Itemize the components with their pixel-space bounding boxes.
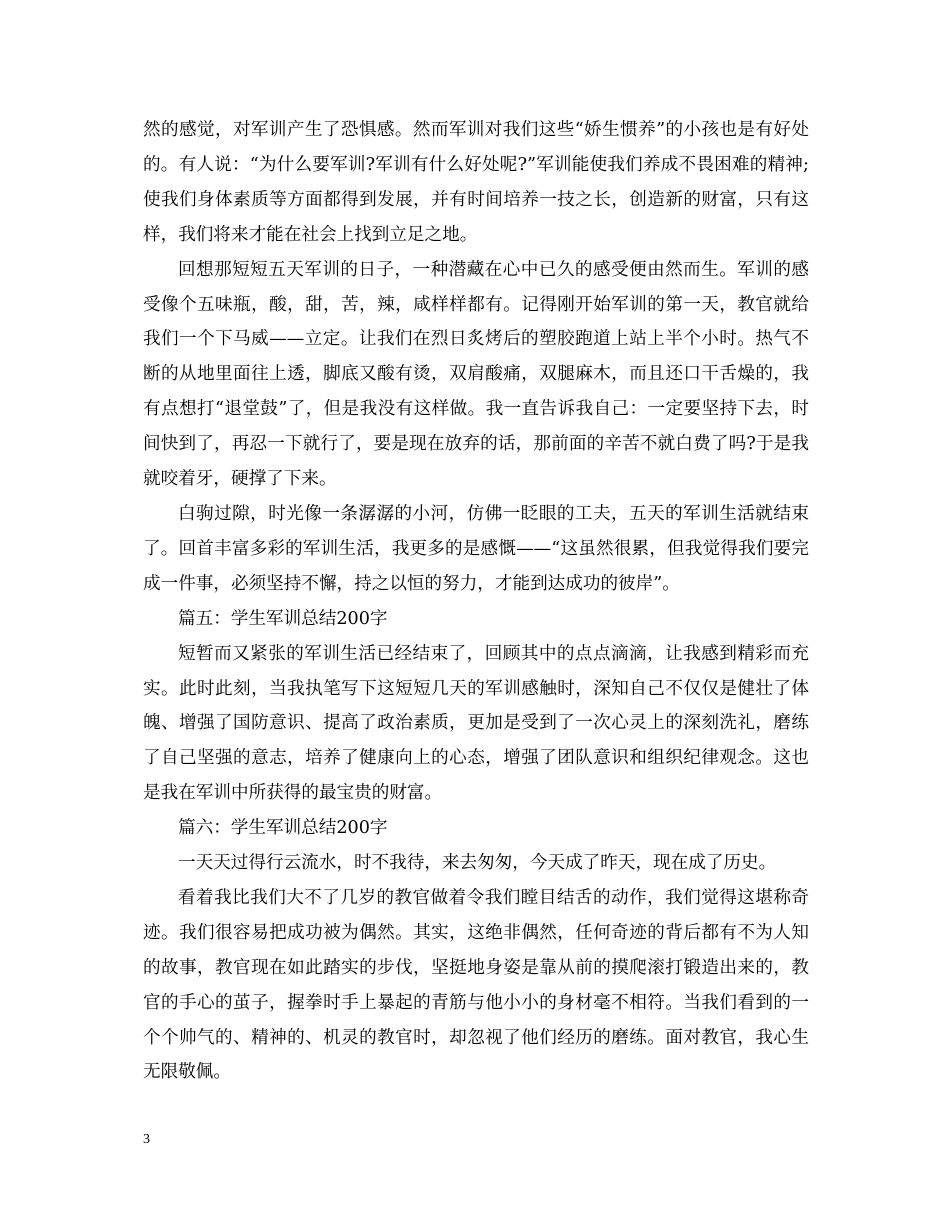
- document-body: [143, 113, 809, 1090]
- page-number: 3: [143, 1132, 150, 1147]
- paragraph: 回想那短短五天军训的日子，一种潜藏在心中已久的感受便由然而生。军训的感受像个五味瓶，酸，甜，苦，辣，咸样样都有。记得刚开始军训的第一天，教官就给我们一个下马威——立定。让我们在烈日炙烤后的塑胶跑道上站上半个小时。热气不断的从地里面往上透，脚底又酸有烫，双肩酸痛，双腿麻木，而且还口干舌燥的，我有点想打“退堂鼓”了，但是我没有这样做。我一直告诉我自己：一定要坚持下去，时间快到了，再忍一下就行了，要是现在放弃的话，那前面的辛苦不就白费了吗?于是我就咬着牙，硬撑了下来。: [143, 259, 809, 490]
- paragraph: 一天天过得行云流水，时不我待，来去匆匆，今天成了昨天，现在成了历史。: [178, 853, 777, 874]
- section-heading: 篇五：学生军训总结200字: [178, 608, 388, 629]
- section-heading: 篇六：学生军训总结200字: [178, 818, 388, 839]
- paragraph: 短暂而又紧张的军训生活已经结束了，回顾其中的点点滴滴，让我感到精彩而充实。此时此刻，当我执笔写下这短短几天的军训感触时，深知自己不仅仅是健壮了体魄、增强了国防意识、提高了政治素质，更加是受到了一次心灵上的深刻洗礼，磨练了自己坚强的意志，培养了健康向上的心态，增强了团队意识和组织纪律观念。这也是我在军训中所获得的最宝贵的财富。: [143, 643, 809, 804]
- paragraph: 看着我比我们大不了几岁的教官做着令我们瞠目结舌的动作，我们觉得这堪称奇迹。我们很容易把成功被为偶然。其实，这绝非偶然，任何奇迹的背后都有不为人知的故事，教官现在如此踏实的步伐，坚挺地身姿是靠从前的摸爬滚打锻造出来的，教官的手心的茧子，握拳时手上暴起的青筋与他小小的身材毫不相符。当我们看到的一个个帅气的、精神的、机灵的教官时，却忽视了他们经历的磨练。面对教官，我心生无限敬佩。: [143, 887, 809, 1083]
- paragraph: 然的感觉，对军训产生了恐惧感。然而军训对我们这些“娇生惯养”的小孩也是有好处的。有人说：“为什么要军训?军训有什么好处呢?”军训能使我们养成不畏困难的精神;使我们身体素质等方面都得到发展，并有时间培养一技之长，创造新的财富，只有这样，我们将来才能在社会上找到立足之地。: [143, 120, 809, 245]
- paragraph: 白驹过隙，时光像一条潺潺的小河，仿佛一眨眼的工夫，五天的军训生活就结束了。回首丰富多彩的军训生活，我更多的是感慨——“这虽然很累，但我觉得我们要完成一件事，必须坚持不懈，持之以恒的努力，才能到达成功的彼岸”。: [143, 503, 809, 594]
